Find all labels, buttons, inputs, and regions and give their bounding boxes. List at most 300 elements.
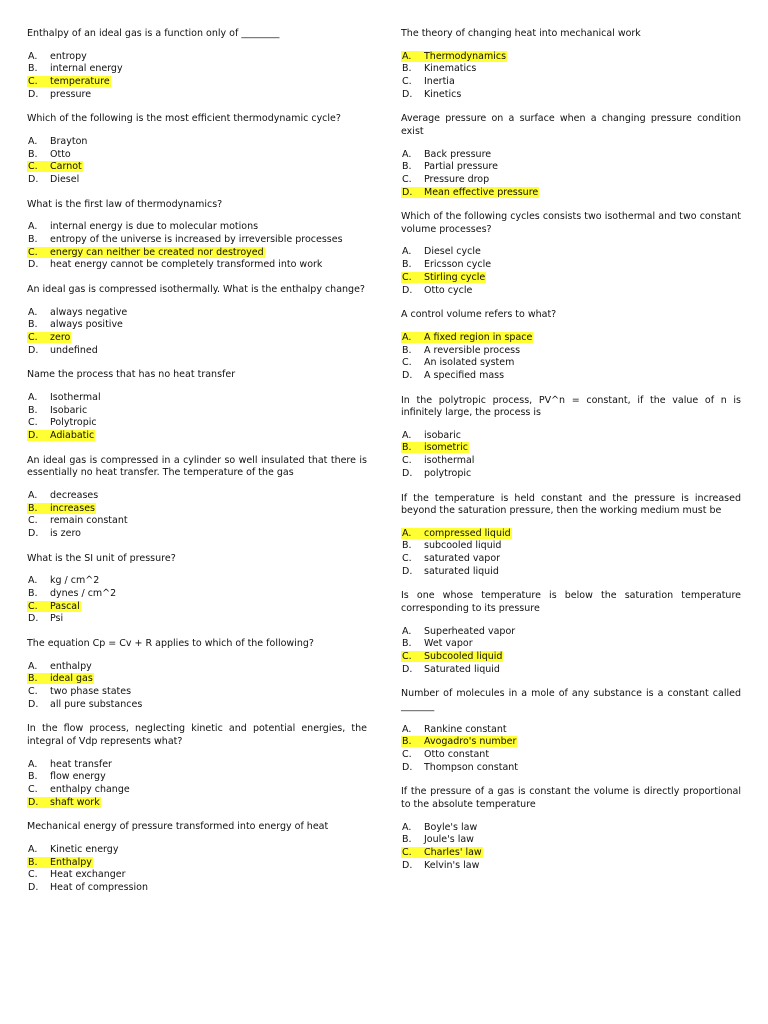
option-letter: C. — [402, 748, 412, 760]
option-letter: C. — [402, 455, 412, 467]
answer-line — [27, 490, 98, 501]
option-letter: A. — [28, 391, 38, 403]
option-text: Brayton — [50, 135, 88, 147]
question-block — [27, 821, 367, 894]
answer-line — [27, 51, 87, 62]
answer-option — [27, 882, 367, 895]
option-letter: A. — [28, 135, 38, 147]
answer-line — [401, 259, 491, 270]
answer-line — [27, 588, 116, 599]
option-text: Stirling cycle — [424, 271, 486, 283]
answer-option — [401, 455, 741, 468]
question-block — [27, 284, 367, 357]
option-letter: C. — [28, 246, 38, 258]
option-text: Inertia — [424, 75, 455, 87]
answer-option-correct — [27, 161, 367, 174]
option-text: saturated liquid — [424, 565, 499, 577]
option-text: Boyle's law — [424, 821, 478, 833]
option-letter: C. — [402, 553, 412, 565]
option-letter: D. — [402, 663, 413, 675]
answer-option — [27, 319, 367, 332]
answer-option — [27, 221, 367, 234]
option-letter: B. — [402, 161, 412, 173]
option-text: increases — [50, 502, 95, 514]
option-text: A fixed region in space — [424, 331, 533, 343]
answer-option-correct — [401, 272, 741, 285]
option-text: A reversible process — [424, 344, 521, 356]
answer-option — [27, 149, 367, 162]
answer-line — [401, 161, 498, 172]
option-letter: D. — [402, 186, 413, 198]
answer-option — [401, 749, 741, 762]
option-text: Saturated liquid — [424, 663, 500, 675]
option-letter: C. — [28, 417, 38, 429]
option-letter: D. — [402, 88, 413, 100]
question-block — [27, 113, 367, 186]
answer-option — [401, 553, 741, 566]
answer-highlight — [401, 442, 469, 453]
answer-line — [401, 553, 500, 564]
question-block — [27, 369, 367, 442]
option-letter: D. — [28, 881, 39, 893]
option-text: Back pressure — [424, 148, 492, 160]
answer-line — [27, 844, 118, 855]
option-letter: B. — [402, 540, 412, 552]
answer-highlight — [27, 601, 81, 612]
option-text: heat energy cannot be completely transformed into work — [50, 259, 323, 271]
answer-option-correct — [401, 332, 741, 345]
answer-line — [27, 89, 91, 100]
option-letter: D. — [402, 284, 413, 296]
answer-line — [401, 149, 491, 160]
answer-option-correct — [27, 797, 367, 810]
question-text: If the pressure of a gas is constant the volume is directly proportional to the absolute temperature — [401, 786, 741, 810]
option-letter: D. — [402, 761, 413, 773]
answer-option — [27, 588, 367, 601]
answer-highlight — [401, 51, 507, 62]
option-text: saturated vapor — [424, 553, 501, 565]
answer-line — [27, 575, 99, 586]
answer-option — [27, 490, 367, 503]
option-text: Isobaric — [50, 404, 88, 416]
option-letter: D. — [28, 613, 39, 625]
option-text: Thompson constant — [424, 761, 519, 773]
option-text: enthalpy — [50, 660, 92, 672]
answer-option — [401, 822, 741, 835]
answer-option — [401, 357, 741, 370]
question-block — [401, 28, 741, 101]
option-letter: D. — [402, 859, 413, 871]
question-block — [401, 493, 741, 579]
answer-option-correct — [27, 857, 367, 870]
option-text: Partial pressure — [424, 161, 498, 173]
question-block — [401, 786, 741, 872]
option-text: Heat of compression — [50, 881, 148, 893]
answer-option-correct — [401, 51, 741, 64]
answer-highlight — [401, 847, 483, 858]
option-text: Kinetic energy — [50, 843, 119, 855]
answer-option — [27, 699, 367, 712]
answer-option — [401, 724, 741, 737]
question-block — [401, 395, 741, 481]
answer-highlight — [27, 673, 94, 684]
option-letter: B. — [402, 834, 412, 846]
option-letter: A. — [402, 429, 412, 441]
answer-option — [401, 149, 741, 162]
answer-option — [401, 626, 741, 639]
option-letter: B. — [402, 344, 412, 356]
option-letter: D. — [28, 344, 39, 356]
answer-option — [27, 63, 367, 76]
answer-highlight — [401, 651, 503, 662]
answer-option — [401, 860, 741, 873]
answer-line — [27, 699, 142, 710]
answer-line — [401, 822, 477, 833]
answer-option — [27, 392, 367, 405]
option-text: Otto cycle — [424, 284, 473, 296]
option-letter: B. — [402, 259, 412, 271]
answer-option — [27, 405, 367, 418]
option-text: ideal gas — [50, 673, 93, 685]
option-letter: C. — [28, 600, 38, 612]
answer-highlight — [27, 430, 95, 441]
question-block — [27, 723, 367, 809]
answer-highlight — [27, 332, 71, 343]
answer-option — [27, 515, 367, 528]
answer-line — [27, 661, 92, 672]
option-letter: B. — [28, 771, 38, 783]
answer-line — [27, 784, 130, 795]
answer-option — [401, 174, 741, 187]
answer-option — [401, 566, 741, 579]
answer-option — [401, 63, 741, 76]
answer-option — [401, 246, 741, 259]
answer-line — [401, 370, 504, 381]
answer-line — [401, 430, 461, 441]
answer-line — [27, 319, 123, 330]
right-column — [401, 28, 741, 884]
option-letter: C. — [28, 75, 38, 87]
answer-option — [401, 638, 741, 651]
answer-option — [27, 89, 367, 102]
answer-line — [27, 869, 126, 880]
answer-line — [401, 762, 518, 773]
answer-option — [401, 259, 741, 272]
option-letter: D. — [28, 88, 39, 100]
option-letter: D. — [28, 796, 39, 808]
option-letter: B. — [402, 442, 412, 454]
option-letter: D. — [402, 369, 413, 381]
answer-line — [27, 882, 148, 893]
option-letter: D. — [28, 430, 39, 442]
option-text: An isolated system — [424, 357, 515, 369]
answer-option — [401, 89, 741, 102]
option-text: energy can neither be created nor destroyed — [50, 246, 264, 258]
option-text: Enthalpy — [50, 856, 92, 868]
option-text: Isothermal — [50, 391, 101, 403]
option-text: always positive — [50, 319, 123, 331]
option-letter: C. — [28, 783, 38, 795]
answer-highlight — [27, 503, 96, 514]
option-letter: C. — [28, 515, 38, 527]
option-text: Adiabatic — [50, 430, 95, 442]
option-text: kg / cm^2 — [50, 575, 100, 587]
question-text: Number of molecules in a mole of any substance is a constant called _______ — [401, 688, 741, 712]
answer-line — [401, 749, 489, 760]
question-text: The equation Cp = Cv + R applies to which of the following? — [27, 638, 314, 649]
option-letter: B. — [28, 319, 38, 331]
answer-highlight — [401, 187, 539, 198]
option-letter: B. — [28, 63, 38, 75]
answer-option-correct — [27, 332, 367, 345]
option-text: Pressure drop — [424, 173, 490, 185]
option-text: entropy — [50, 50, 87, 62]
answer-line — [27, 174, 79, 185]
option-text: undefined — [50, 344, 98, 356]
option-letter: A. — [28, 306, 38, 318]
answer-option-correct — [401, 847, 741, 860]
answer-option-correct — [401, 187, 741, 200]
answer-line — [27, 528, 81, 539]
option-text: Heat exchanger — [50, 869, 126, 881]
question-text: Is one whose temperature is below the saturation temperature corresponding to its pressure — [401, 590, 741, 615]
option-text: isometric — [424, 442, 468, 454]
answer-line — [401, 89, 461, 100]
question-text: If the temperature is held constant and the pressure is increased beyond the saturation pressure, then the working medium must be — [401, 492, 741, 517]
option-letter: A. — [28, 758, 38, 770]
question-block — [27, 638, 367, 711]
question-text: What is the first law of thermodynamics? — [27, 198, 223, 210]
option-text: Kinematics — [424, 63, 477, 75]
option-text: Kinetics — [424, 88, 462, 100]
option-letter: D. — [28, 698, 39, 710]
option-text: Subcooled liquid — [424, 651, 503, 662]
option-text: Avogadro's number — [424, 736, 517, 748]
option-letter: B. — [28, 404, 38, 416]
option-letter: C. — [28, 332, 38, 343]
answer-option — [27, 759, 367, 772]
option-text: Otto constant — [424, 748, 490, 760]
answer-option — [27, 259, 367, 272]
option-letter: A. — [28, 221, 38, 233]
option-letter: B. — [28, 148, 38, 160]
answer-option — [401, 834, 741, 847]
option-letter: A. — [402, 821, 412, 833]
answer-line — [401, 664, 500, 675]
option-letter: C. — [402, 173, 412, 185]
option-text: Superheated vapor — [424, 625, 516, 637]
answer-line — [27, 63, 123, 74]
option-text: isothermal — [424, 455, 475, 467]
question-text: In the flow process, neglecting kinetic and potential energies, the integral of Vdp represents what? — [27, 723, 367, 747]
option-text: Thermodynamics — [424, 50, 507, 62]
option-text: Psi — [50, 613, 64, 625]
option-text: isobaric — [424, 429, 462, 441]
answer-line — [401, 246, 481, 257]
option-text: Wet vapor — [424, 638, 473, 650]
answer-line — [401, 626, 515, 637]
option-letter: A. — [402, 148, 412, 160]
answer-line — [27, 686, 131, 697]
answer-option — [401, 762, 741, 775]
option-text: heat transfer — [50, 758, 112, 770]
answer-option-correct — [27, 673, 367, 686]
option-letter: B. — [28, 673, 38, 685]
answer-line — [27, 345, 98, 356]
question-text: Enthalpy of an ideal gas is a function only of ________ — [27, 28, 280, 39]
answer-highlight — [401, 332, 533, 343]
question-block — [27, 455, 367, 541]
answer-option — [27, 575, 367, 588]
option-letter: B. — [402, 638, 412, 650]
option-text: Joule's law — [424, 834, 474, 846]
option-text: Kelvin's law — [424, 859, 480, 871]
answer-option — [27, 844, 367, 857]
option-letter: C. — [28, 685, 38, 697]
option-text: decreases — [50, 489, 99, 501]
option-letter: A. — [402, 246, 412, 258]
option-text: internal energy — [50, 63, 123, 75]
answer-option — [27, 784, 367, 797]
answer-option — [27, 136, 367, 149]
question-text: An ideal gas is compressed isothermally. What is the enthalpy change? — [27, 284, 365, 296]
option-text: enthalpy change — [50, 783, 130, 795]
option-letter: B. — [28, 587, 38, 599]
answer-option — [27, 686, 367, 699]
answer-line — [401, 834, 474, 845]
answer-line — [401, 357, 514, 368]
answer-line — [27, 613, 63, 624]
answer-option — [27, 174, 367, 187]
answer-option-correct — [27, 76, 367, 89]
option-text: Charles' law — [424, 846, 482, 858]
answer-option-correct — [27, 247, 367, 260]
answer-option-correct — [27, 503, 367, 516]
answer-option — [27, 771, 367, 784]
question-text: An ideal gas is compressed in a cylinder so well insulated that there is essentially no heat transfer. The temperature of the gas — [27, 454, 367, 479]
option-letter: B. — [28, 233, 38, 245]
answer-option-correct — [401, 528, 741, 541]
question-block — [27, 199, 367, 272]
option-letter: D. — [28, 527, 39, 539]
answer-option — [27, 51, 367, 64]
answer-highlight — [401, 272, 486, 283]
answer-option — [401, 161, 741, 174]
question-text: Mechanical energy of pressure transformed into energy of heat — [27, 821, 329, 833]
option-text: Carnot — [50, 161, 82, 173]
option-letter: C. — [402, 75, 412, 87]
answer-line — [401, 638, 473, 649]
option-text: always negative — [50, 306, 128, 318]
option-text: Pascal — [50, 600, 80, 612]
answer-highlight — [27, 797, 101, 808]
answer-option — [27, 869, 367, 882]
answer-option-correct — [27, 430, 367, 443]
answer-line — [27, 149, 71, 160]
option-text: Otto — [50, 148, 71, 160]
option-text: polytropic — [424, 467, 472, 479]
answer-line — [401, 860, 479, 871]
answer-option — [401, 430, 741, 443]
question-block — [401, 309, 741, 382]
answer-line — [27, 417, 97, 428]
option-letter: A. — [402, 50, 412, 62]
answer-line — [401, 174, 489, 185]
answer-line — [27, 771, 106, 782]
answer-option — [27, 661, 367, 674]
answer-highlight — [401, 736, 517, 747]
answer-line — [27, 515, 128, 526]
answer-line — [401, 724, 507, 735]
question-block — [401, 211, 741, 297]
answer-option — [27, 234, 367, 247]
option-letter: D. — [402, 565, 413, 577]
answer-option — [27, 613, 367, 626]
answer-option — [401, 370, 741, 383]
answer-option — [27, 417, 367, 430]
answer-highlight — [401, 528, 512, 539]
answer-option-correct — [401, 736, 741, 749]
answer-line — [401, 76, 455, 87]
option-text: Diesel — [50, 174, 80, 185]
left-column — [27, 28, 367, 907]
option-letter: C. — [402, 271, 412, 283]
question-text: What is the SI unit of pressure? — [27, 552, 176, 564]
question-text: A control volume refers to what? — [401, 309, 557, 321]
answer-highlight — [27, 76, 111, 87]
answer-line — [27, 405, 87, 416]
answer-option-correct — [27, 601, 367, 614]
answer-option — [401, 345, 741, 358]
option-letter: A. — [402, 625, 412, 637]
answer-line — [27, 392, 101, 403]
answer-line — [27, 259, 322, 270]
option-letter: B. — [28, 856, 38, 868]
answer-option — [401, 468, 741, 481]
question-text: The theory of changing heat into mechanical work — [401, 28, 641, 39]
option-letter: C. — [402, 651, 412, 662]
option-text: pressure — [50, 88, 92, 100]
answer-line — [27, 136, 87, 147]
option-letter: D. — [28, 259, 39, 271]
option-text: all pure substances — [50, 698, 143, 710]
option-letter: B. — [402, 736, 412, 748]
question-block — [401, 688, 741, 774]
option-text: subcooled liquid — [424, 540, 502, 552]
option-letter: A. — [402, 331, 412, 343]
option-text: is zero — [50, 527, 81, 539]
option-text: internal energy is due to molecular motions — [50, 221, 259, 233]
option-text: two phase states — [50, 685, 132, 697]
question-block — [401, 590, 741, 676]
answer-line — [401, 63, 476, 74]
option-letter: C. — [402, 846, 412, 858]
question-text: Name the process that has no heat transfer — [27, 369, 236, 381]
answer-line — [401, 455, 474, 466]
answer-highlight — [27, 857, 93, 868]
option-letter: B. — [402, 63, 412, 75]
answer-option — [27, 307, 367, 320]
answer-option — [401, 76, 741, 89]
option-text: Mean effective pressure — [424, 186, 539, 198]
option-letter: C. — [28, 161, 38, 173]
answer-option-correct — [401, 442, 741, 455]
question-text: Which of the following is the most efficient thermodynamic cycle? — [27, 113, 341, 125]
option-text: dynes / cm^2 — [50, 587, 117, 599]
answer-line — [401, 285, 472, 296]
answer-option-correct — [401, 651, 741, 664]
answer-line — [401, 540, 501, 551]
